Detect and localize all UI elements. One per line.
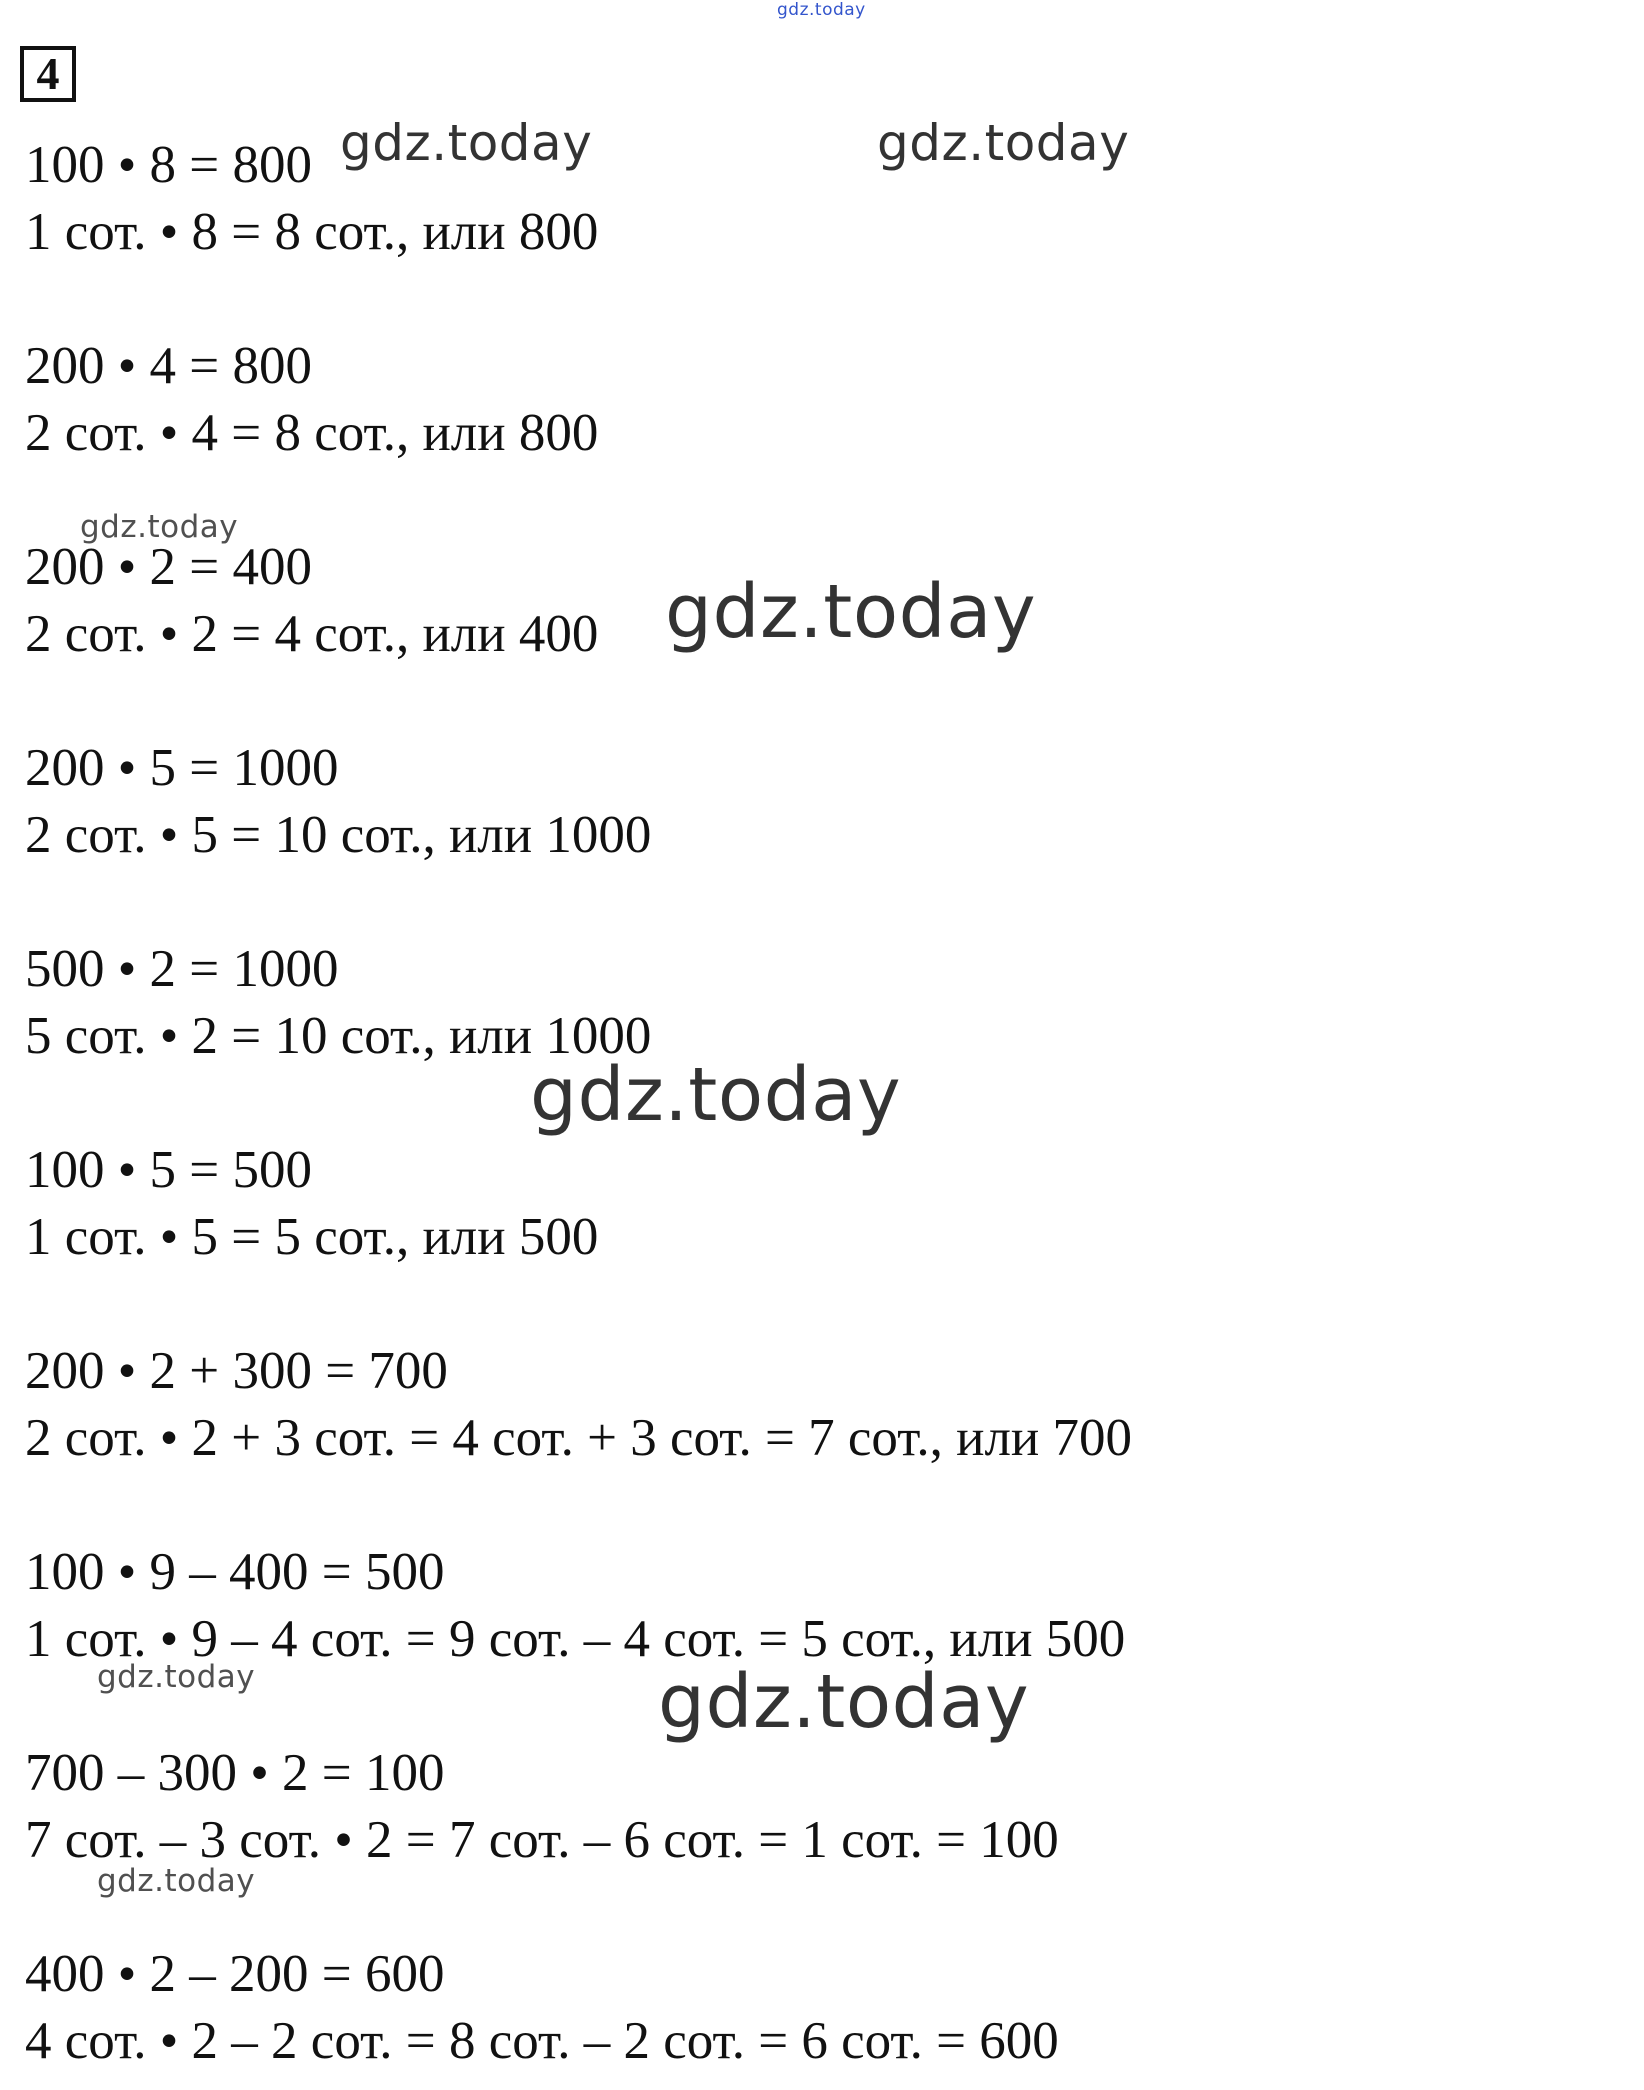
explanation-line: 2 сот. • 4 = 8 сот., или 800 <box>25 404 599 462</box>
watermark-text: gdz.today <box>97 1659 256 1695</box>
equation-line: 100 • 5 = 500 <box>25 1141 312 1199</box>
explanation-line: 5 сот. • 2 = 10 сот., или 1000 <box>25 1007 652 1065</box>
equation-line: 500 • 2 = 1000 <box>25 940 339 998</box>
equation-line: 200 • 5 = 1000 <box>25 739 339 797</box>
equation-line: 400 • 2 – 200 = 600 <box>25 1945 445 2003</box>
watermark-text: gdz.today <box>80 509 239 545</box>
task-number-box <box>20 46 76 102</box>
watermark-text: gdz.today <box>658 1659 1030 1745</box>
explanation-line: 1 сот. • 9 – 4 сот. = 9 сот. – 4 сот. = 5 сот., или 500 <box>25 1610 1126 1668</box>
watermark-text: gdz.today <box>877 114 1130 172</box>
equation-line: 700 – 300 • 2 = 100 <box>25 1744 445 1802</box>
explanation-line: 2 сот. • 2 = 4 сот., или 400 <box>25 605 599 663</box>
equation-line: 100 • 9 – 400 = 500 <box>25 1543 445 1601</box>
equation-line: 100 • 8 = 800 <box>25 136 312 194</box>
explanation-line: 2 сот. • 2 + 3 сот. = 4 сот. + 3 сот. = 7 сот., или 700 <box>25 1409 1133 1467</box>
watermark-text: gdz.today <box>777 0 866 20</box>
task-number: 4 <box>36 48 60 99</box>
equation-line: 200 • 2 + 300 = 700 <box>25 1342 448 1400</box>
watermark-text: gdz.today <box>665 569 1037 655</box>
watermark-text: gdz.today <box>97 1863 256 1899</box>
explanation-line: 2 сот. • 5 = 10 сот., или 1000 <box>25 806 652 864</box>
equation-line: 200 • 2 = 400 <box>25 538 312 596</box>
watermark-text: gdz.today <box>530 1052 902 1138</box>
watermark-text: gdz.today <box>340 114 593 172</box>
explanation-line: 4 сот. • 2 – 2 сот. = 8 сот. – 2 сот. = 6 сот. = 600 <box>25 2012 1059 2070</box>
explanation-line: 1 сот. • 8 = 8 сот., или 800 <box>25 203 599 261</box>
explanation-line: 7 сот. – 3 сот. • 2 = 7 сот. – 6 сот. = 1 сот. = 100 <box>25 1811 1059 1869</box>
explanation-line: 1 сот. • 5 = 5 сот., или 500 <box>25 1208 599 1266</box>
equation-line: 200 • 4 = 800 <box>25 337 312 395</box>
